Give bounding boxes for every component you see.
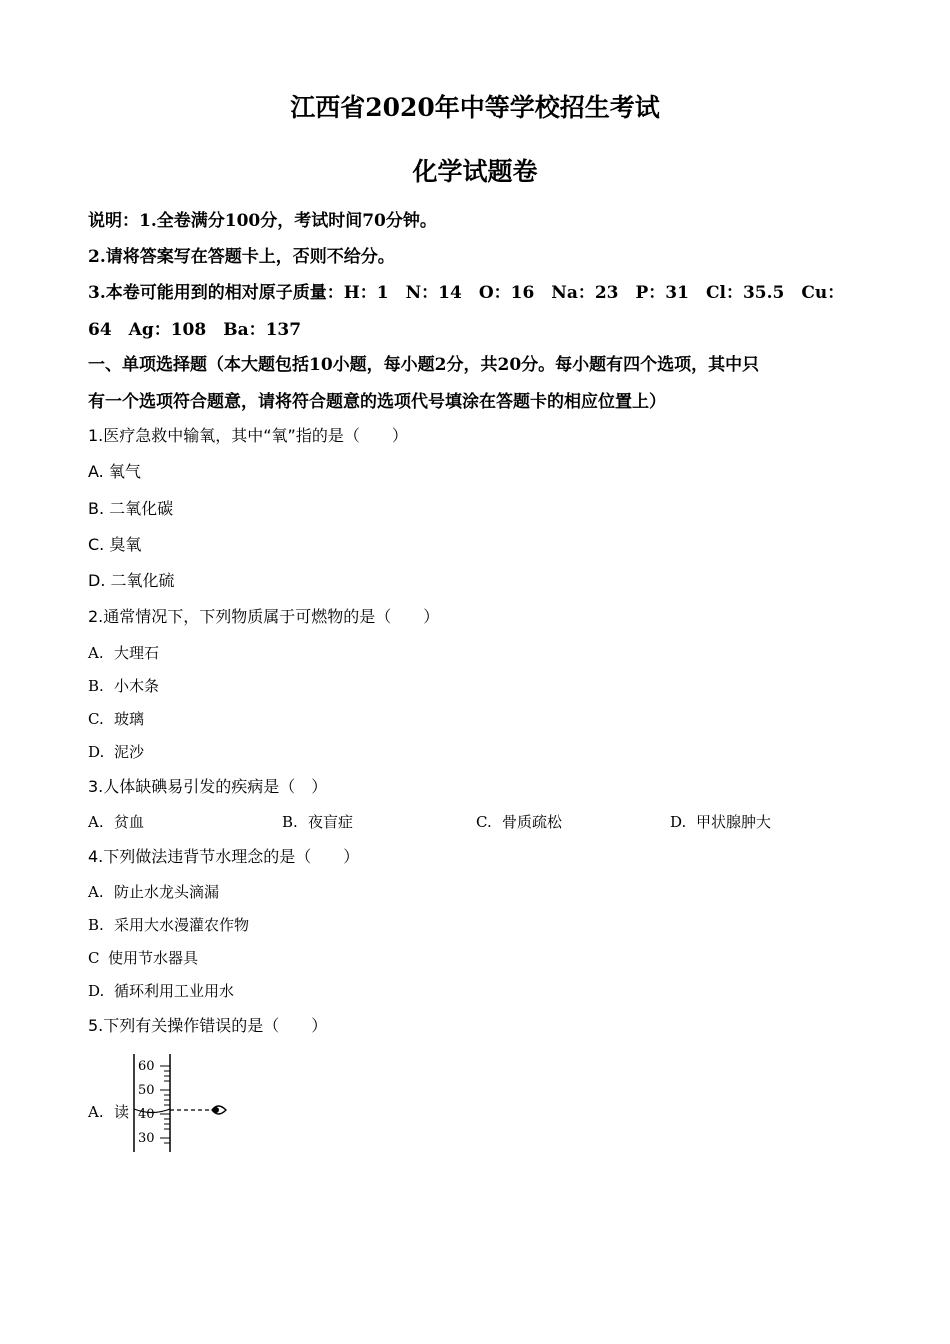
question-1-option-c	[88, 532, 141, 555]
scale-label-60: 60	[138, 1059, 155, 1074]
question-1-option-d	[88, 568, 175, 591]
note-line-3b: 64 Ag：108 Ba：137	[88, 320, 302, 340]
option-key: C	[88, 949, 100, 967]
note-line-1: 说明：1.全卷满分100分，考试时间70分钟。	[88, 211, 437, 231]
question-5-stem: 5.下列有关操作错误的是（ ）	[88, 1016, 328, 1035]
option-text: 甲状腺肿大	[696, 813, 772, 831]
scale-label-50: 50	[138, 1083, 155, 1098]
question-1-option-a	[88, 459, 141, 482]
option-key: C.	[88, 710, 104, 728]
option-text: 二氧化硫	[110, 571, 175, 590]
option-text: 氧气	[108, 462, 141, 481]
exam-subtitle: 化学试题卷	[412, 157, 538, 186]
option-key: D.	[88, 982, 105, 1000]
option-key: C.	[88, 535, 105, 554]
option-key: D.	[670, 813, 687, 831]
question-2-option-b	[88, 675, 159, 696]
section-heading-2: 有一个选项符合题意，请将符合题意的选项代号填涂在答题卡的相应位置上）	[88, 392, 666, 412]
option-text: 泥沙	[114, 743, 145, 761]
option-key: B.	[88, 499, 105, 518]
option-key: A.	[88, 644, 104, 662]
option-text: 臭氧	[109, 535, 142, 554]
question-5-option-a	[88, 1101, 129, 1122]
question-2-option-d	[88, 741, 144, 762]
option-text: 小木条	[114, 677, 160, 695]
option-key: B.	[282, 813, 298, 831]
option-text: 循环利用工业用水	[114, 982, 235, 1000]
question-3-option-d	[670, 811, 771, 832]
option-text: 贫血	[114, 813, 145, 831]
option-text: 玻璃	[114, 710, 145, 728]
question-4-option-d	[88, 980, 234, 1001]
section-heading-1: 一、单项选择题（本大题包括10小题，每小题2分，共20分。每小题有四个选项，其中只	[88, 355, 760, 375]
option-text: 二氧化碳	[109, 499, 174, 518]
option-key: D.	[88, 743, 105, 761]
option-text: 防止水龙头滴漏	[114, 883, 220, 901]
note-line-3a: 3.本卷可能用到的相对原子质量：H：1 N：14 O：16 Na：23 P：31 Cl：35.5 Cu：	[88, 283, 845, 303]
option-key: D.	[88, 571, 106, 590]
question-2-stem: 2.通常情况下，下列物质属于可燃物的是（ ）	[88, 607, 440, 626]
question-1-option-b	[88, 496, 173, 519]
question-3-option-c	[476, 811, 562, 832]
scale-label-40: 40	[138, 1107, 155, 1122]
option-key: A.	[88, 1103, 104, 1121]
exam-title: 江西省2020年中等学校招生考试	[290, 93, 660, 122]
option-text: 采用大水漫灌农作物	[114, 916, 250, 934]
option-key: C.	[476, 813, 492, 831]
question-4-stem: 4.下列做法违背节水理念的是（ ）	[88, 847, 360, 866]
question-3-stem: 3.人体缺碘易引发的疾病是（ ）	[88, 777, 328, 796]
option-text: 夜盲症	[308, 813, 354, 831]
graduated-cylinder-figure	[128, 1052, 238, 1156]
option-text: 读	[114, 1103, 130, 1121]
option-key: A.	[88, 813, 104, 831]
scale-label-30: 30	[138, 1131, 155, 1146]
option-text: 大理石	[114, 644, 160, 662]
option-key: A.	[88, 883, 104, 901]
question-2-option-a	[88, 642, 159, 663]
option-key: B.	[88, 677, 104, 695]
question-3-option-a	[88, 811, 144, 832]
option-key: A.	[88, 462, 104, 481]
question-2-option-c	[88, 708, 144, 729]
question-4-option-b	[88, 914, 249, 935]
question-3-option-b	[282, 811, 353, 832]
question-1-stem: 1.医疗急救中输氧，其中“氧”指的是（ ）	[88, 426, 408, 445]
option-key: B.	[88, 916, 104, 934]
option-text: 骨质疏松	[502, 813, 563, 831]
question-4-option-a	[88, 881, 219, 902]
eye-icon	[212, 1106, 226, 1114]
note-line-2: 2.请将答案写在答题卡上，否则不给分。	[88, 247, 395, 267]
question-4-option-c	[88, 947, 198, 968]
option-text: 使用节水器具	[108, 949, 199, 967]
scale-ticks	[160, 1066, 170, 1143]
